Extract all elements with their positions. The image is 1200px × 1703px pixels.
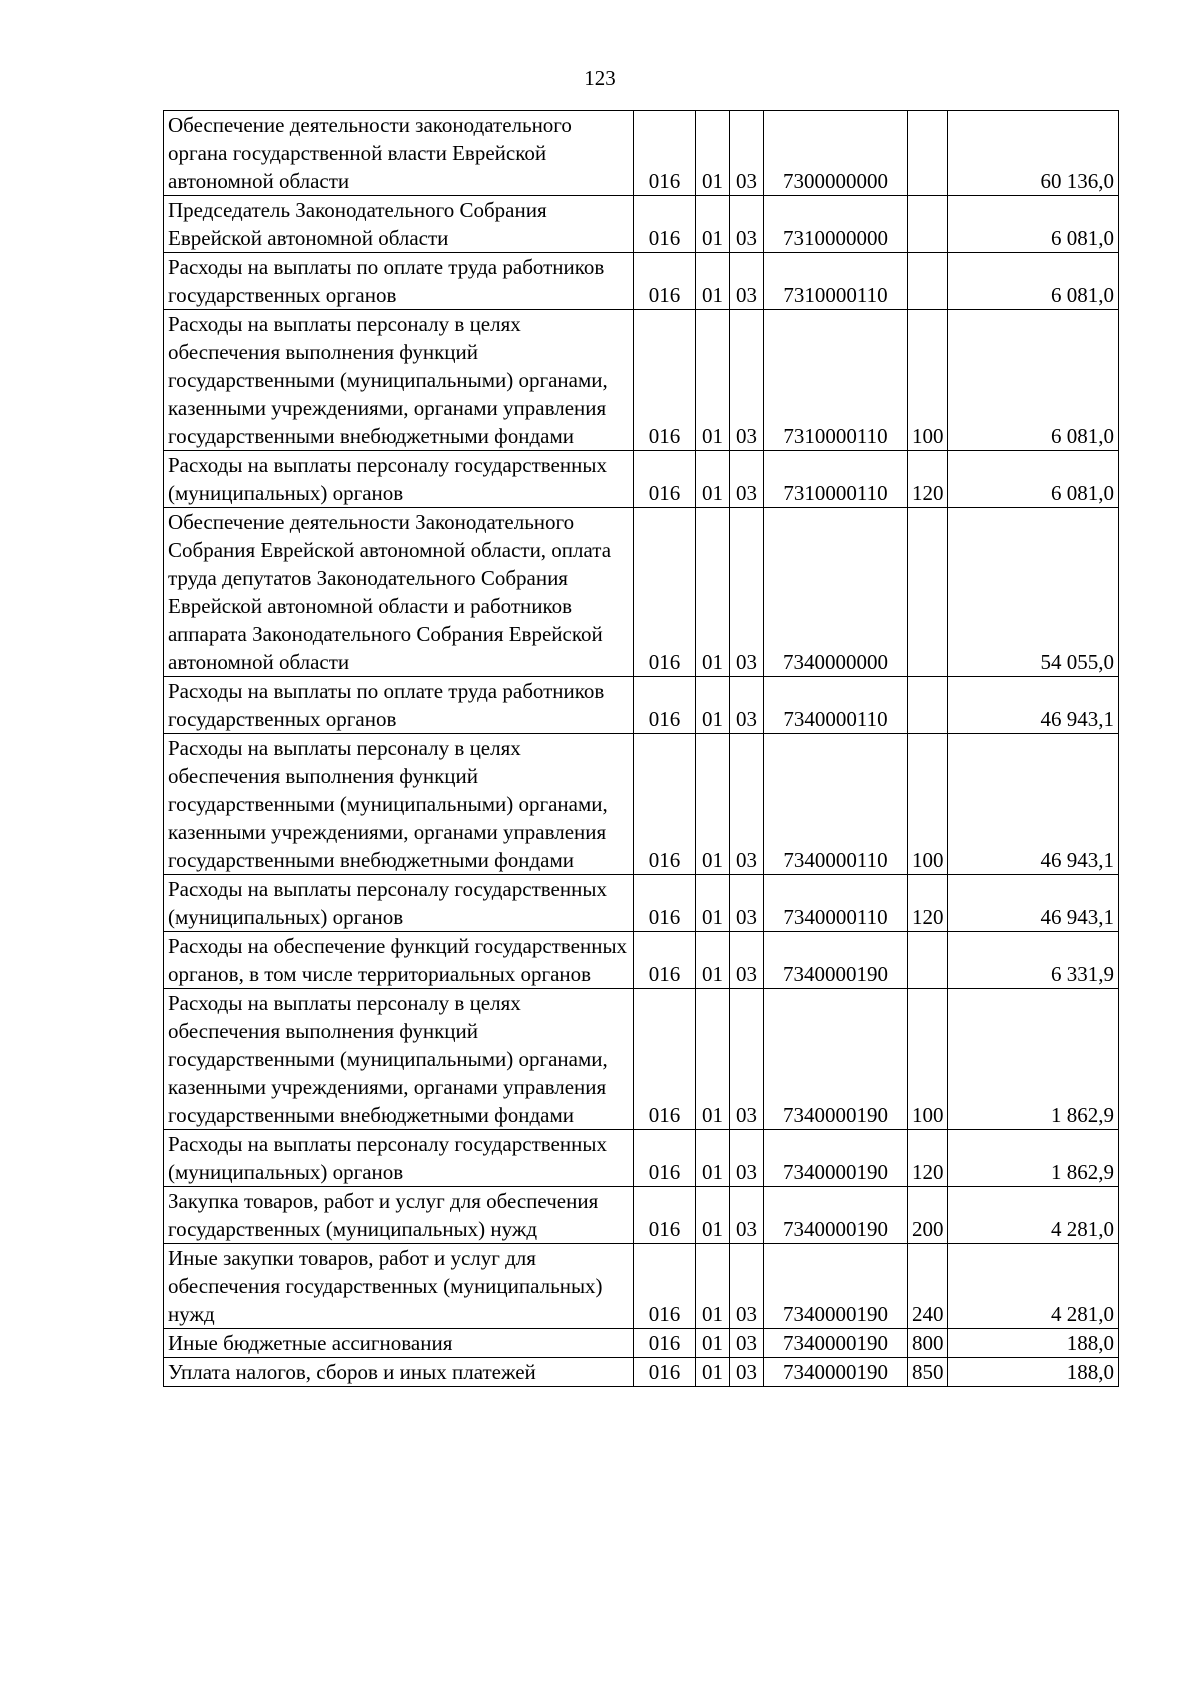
ministry-code-cell: 016 [634,196,696,253]
ministry-code-cell: 016 [634,1358,696,1387]
row-name-cell: Расходы на выплаты персоналу государственных (муниципальных) органов [164,451,634,508]
subsection-code-cell: 03 [730,1358,764,1387]
section-code-cell: 01 [696,196,730,253]
ministry-code-cell: 016 [634,1130,696,1187]
table-row [164,1358,1119,1387]
amount-cell: 1 862,9 [948,1130,1119,1187]
table-row [164,1244,1119,1329]
ministry-code-cell: 016 [634,253,696,310]
amount-cell: 4 281,0 [948,1244,1119,1329]
row-name-cell: Уплата налогов, сборов и иных платежей [164,1358,634,1387]
target-article-cell: 7340000190 [764,1244,908,1329]
subsection-code-cell: 03 [730,932,764,989]
table-row [164,734,1119,875]
amount-cell: 6 081,0 [948,310,1119,451]
ministry-code-cell: 016 [634,1187,696,1244]
table-row [164,1187,1119,1244]
expense-type-cell: 120 [908,451,948,508]
ministry-code-cell: 016 [634,508,696,677]
expense-type-cell: 120 [908,875,948,932]
row-name-cell: Расходы на выплаты по оплате труда работников государственных органов [164,677,634,734]
amount-cell: 1 862,9 [948,989,1119,1130]
table-row [164,451,1119,508]
expense-type-cell [908,677,948,734]
table-row [164,677,1119,734]
amount-cell: 6 081,0 [948,253,1119,310]
row-name-cell: Иные закупки товаров, работ и услуг для обеспечения государственных (муниципальных) нужд [164,1244,634,1329]
section-code-cell: 01 [696,1187,730,1244]
subsection-code-cell: 03 [730,253,764,310]
table-row [164,310,1119,451]
expense-type-cell: 100 [908,989,948,1130]
expense-type-cell: 100 [908,734,948,875]
table-row [164,1329,1119,1358]
section-code-cell: 01 [696,989,730,1130]
section-code-cell: 01 [696,451,730,508]
subsection-code-cell: 03 [730,451,764,508]
expense-type-cell: 200 [908,1187,948,1244]
table-row [164,111,1119,196]
subsection-code-cell: 03 [730,734,764,875]
section-code-cell: 01 [696,1329,730,1358]
section-code-cell: 01 [696,734,730,875]
target-article-cell: 7340000000 [764,508,908,677]
table-row [164,196,1119,253]
table-row [164,508,1119,677]
target-article-cell: 7340000190 [764,932,908,989]
subsection-code-cell: 03 [730,1244,764,1329]
table-row [164,253,1119,310]
table-row [164,1130,1119,1187]
amount-cell: 4 281,0 [948,1187,1119,1244]
subsection-code-cell: 03 [730,677,764,734]
ministry-code-cell: 016 [634,875,696,932]
target-article-cell: 7310000110 [764,451,908,508]
subsection-code-cell: 03 [730,508,764,677]
section-code-cell: 01 [696,111,730,196]
target-article-cell: 7340000190 [764,1358,908,1387]
target-article-cell: 7340000190 [764,989,908,1130]
amount-cell: 6 081,0 [948,451,1119,508]
section-code-cell: 01 [696,677,730,734]
target-article-cell: 7340000190 [764,1329,908,1358]
amount-cell: 46 943,1 [948,734,1119,875]
ministry-code-cell: 016 [634,1329,696,1358]
row-name-cell: Закупка товаров, работ и услуг для обеспечения государственных (муниципальных) нужд [164,1187,634,1244]
section-code-cell: 01 [696,1358,730,1387]
row-name-cell: Расходы на выплаты по оплате труда работников государственных органов [164,253,634,310]
expense-type-cell: 100 [908,310,948,451]
expense-type-cell: 850 [908,1358,948,1387]
row-name-cell: Расходы на выплаты персоналу в целях обеспечения выполнения функций государственными (муниципальными) органами, казенными учреждениями, органами управления государственными внебюджетными фондами [164,310,634,451]
expense-type-cell: 800 [908,1329,948,1358]
amount-cell: 188,0 [948,1329,1119,1358]
target-article-cell: 7310000000 [764,196,908,253]
section-code-cell: 01 [696,1244,730,1329]
ministry-code-cell: 016 [634,932,696,989]
subsection-code-cell: 03 [730,875,764,932]
row-name-cell: Расходы на выплаты персоналу в целях обеспечения выполнения функций государственными (муниципальными) органами, казенными учреждениями, органами управления государственными внебюджетными фондами [164,734,634,875]
target-article-cell: 7340000110 [764,875,908,932]
table-row [164,875,1119,932]
section-code-cell: 01 [696,253,730,310]
section-code-cell: 01 [696,508,730,677]
amount-cell: 46 943,1 [948,875,1119,932]
subsection-code-cell: 03 [730,989,764,1130]
target-article-cell: 7300000000 [764,111,908,196]
target-article-cell: 7310000110 [764,253,908,310]
ministry-code-cell: 016 [634,451,696,508]
ministry-code-cell: 016 [634,989,696,1130]
row-name-cell: Расходы на выплаты персоналу государственных (муниципальных) органов [164,1130,634,1187]
target-article-cell: 7340000110 [764,734,908,875]
expense-type-cell [908,253,948,310]
target-article-cell: 7310000110 [764,310,908,451]
expense-type-cell: 120 [908,1130,948,1187]
amount-cell: 46 943,1 [948,677,1119,734]
row-name-cell: Председатель Законодательного Собрания Еврейской автономной области [164,196,634,253]
subsection-code-cell: 03 [730,310,764,451]
expense-type-cell [908,196,948,253]
section-code-cell: 01 [696,1130,730,1187]
target-article-cell: 7340000110 [764,677,908,734]
row-name-cell: Обеспечение деятельности законодательного органа государственной власти Еврейской автономной области [164,111,634,196]
section-code-cell: 01 [696,932,730,989]
subsection-code-cell: 03 [730,1130,764,1187]
subsection-code-cell: 03 [730,1187,764,1244]
amount-cell: 6 081,0 [948,196,1119,253]
ministry-code-cell: 016 [634,734,696,875]
row-name-cell: Расходы на обеспечение функций государственных органов, в том числе территориальных органов [164,932,634,989]
expense-type-cell [908,932,948,989]
ministry-code-cell: 016 [634,1244,696,1329]
section-code-cell: 01 [696,875,730,932]
amount-cell: 6 331,9 [948,932,1119,989]
amount-cell: 60 136,0 [948,111,1119,196]
subsection-code-cell: 03 [730,196,764,253]
target-article-cell: 7340000190 [764,1187,908,1244]
table-row [164,989,1119,1130]
section-code-cell: 01 [696,310,730,451]
expense-type-cell: 240 [908,1244,948,1329]
ministry-code-cell: 016 [634,677,696,734]
row-name-cell: Обеспечение деятельности Законодательного Собрания Еврейской автономной области, оплата труда депутатов Законодательного Собрания Еврейской автономной области и работников аппарата Законодательного Собрания Еврейской автономной области [164,508,634,677]
expense-type-cell [908,508,948,677]
subsection-code-cell: 03 [730,111,764,196]
ministry-code-cell: 016 [634,111,696,196]
amount-cell: 188,0 [948,1358,1119,1387]
target-article-cell: 7340000190 [764,1130,908,1187]
budget-table [163,110,1119,1387]
table-row [164,932,1119,989]
page-number: 123 [584,66,616,90]
budget-table-body [164,111,1119,1387]
row-name-cell: Расходы на выплаты персоналу государственных (муниципальных) органов [164,875,634,932]
ministry-code-cell: 016 [634,310,696,451]
subsection-code-cell: 03 [730,1329,764,1358]
row-name-cell: Иные бюджетные ассигнования [164,1329,634,1358]
row-name-cell: Расходы на выплаты персоналу в целях обеспечения выполнения функций государственными (муниципальными) органами, казенными учреждениями, органами управления государственными внебюджетными фондами [164,989,634,1130]
amount-cell: 54 055,0 [948,508,1119,677]
expense-type-cell [908,111,948,196]
